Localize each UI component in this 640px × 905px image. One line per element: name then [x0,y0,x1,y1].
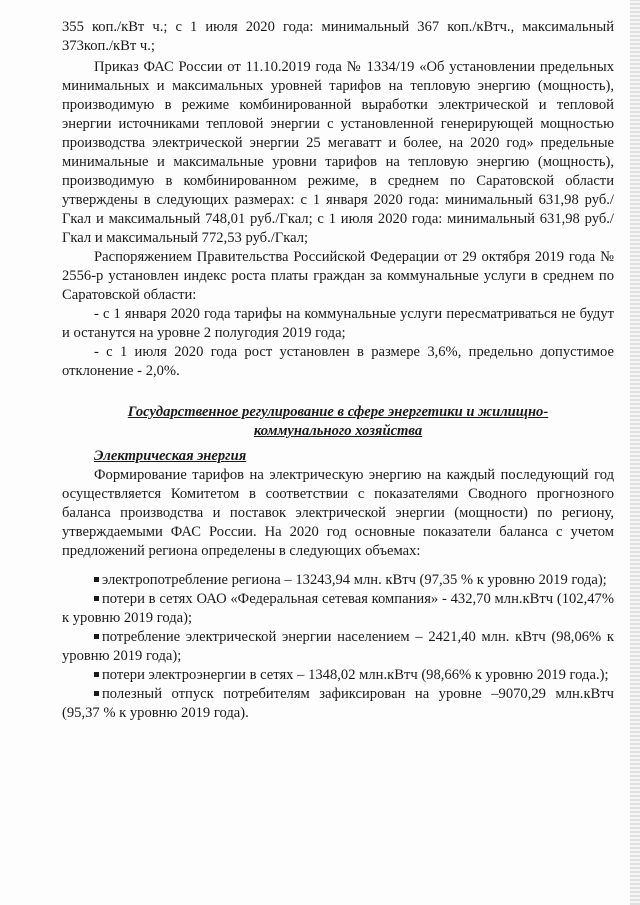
scan-edge [630,0,640,905]
list-item-text: потери электроэнергии в сетях – 1348,02 млн.кВтч (98,66% к уровню 2019 года.); [102,667,609,683]
list-item [62,571,614,590]
subsection-heading: Электрическая энергия [94,448,247,464]
list-item-text: электропотребление региона – 13243,94 млн. кВтч (97,35 % к уровню 2019 года); [102,572,607,588]
section-heading-line1: Государственное регулирование в сфере энергетики и жилищно- [127,404,549,420]
list-item-text: потери в сетях ОАО «Федеральная сетевая компания» - 432,70 млн.кВтч (102,47% к уровню 2019 года); [62,591,614,626]
bullet-icon [94,672,99,677]
bullet-icon [94,596,99,601]
paragraph-july-growth: - с 1 июля 2020 года рост установлен в размере 3,6%, предельно допустимое отклонение - 2,0%. [62,344,614,379]
paragraph-fas-order: Приказ ФАС России от 11.10.2019 года № 1334/19 «Об установлении предельных минимальных и максимальных уровней тарифов на тепловую энергию (мощность), производимую в режиме комбинированной выработки электрической и тепловой энергии источниками тепловой энергии с установленной генерирующей мощностью производства электрической энергии 25 мегаватт и более, на 2020 год» предельные минимальные и максимальные уровни тарифов на тепловую энергию (мощность), производимую в комбинированном режиме, в среднем по Саратовской области утверждены в следующих размерах: с 1 января 2020 года: минимальный 631,98 руб./Гкал и максимальный 748,01 руб./Гкал; с 1 июля 2020 года: минимальный 631,98 руб./Гкал и максимальный 772,53 руб./Гкал; [62,59,614,246]
paragraph-tariff-continuation: 355 коп./кВт ч.; с 1 июля 2020 года: минимальный 367 коп./кВтч., максимальный 373коп./кВт ч.; [62,19,614,54]
bullet-icon [94,577,99,582]
section-heading-line2: коммунального хозяйства [253,423,423,439]
list-item [62,590,614,628]
bullet-icon [94,691,99,696]
list-item [62,685,614,723]
list-item-text: полезный отпуск потребителям зафиксирован на уровне –9070,29 млн.кВтч (95,37 % к уровню 2019 года). [62,686,614,721]
balance-indicators-list [62,571,614,723]
document-body [62,18,614,723]
list-item-text: потребление электрической энергии населением – 2421,40 млн. кВтч (98,06% к уровню 2019 года); [62,629,614,664]
list-item [62,666,614,685]
paragraph-january-tariffs: - с 1 января 2020 года тарифы на коммунальные услуги пересматриваться не будут и останутся на уровне 2 полугодия 2019 года; [62,306,614,341]
bullet-icon [94,634,99,639]
paragraph-tariff-formation: Формирование тарифов на электрическую энергию на каждый последующий год осуществляется Комитетом в соответствии с показателями Сводного прогнозного баланса производства и поставок электрической энергии (мощности) по региону, утверждаемыми ФАС России. На 2020 год основные показатели баланса с учетом предложений региона определены в следующих объемах: [62,467,614,559]
list-item [62,628,614,666]
paragraph-government-decree: Распоряжением Правительства Российской Федерации от 29 октября 2019 года № 2556-р установлен индекс роста платы граждан за коммунальные услуги в среднем по Саратовской области: [62,249,614,303]
section-heading [62,403,614,441]
